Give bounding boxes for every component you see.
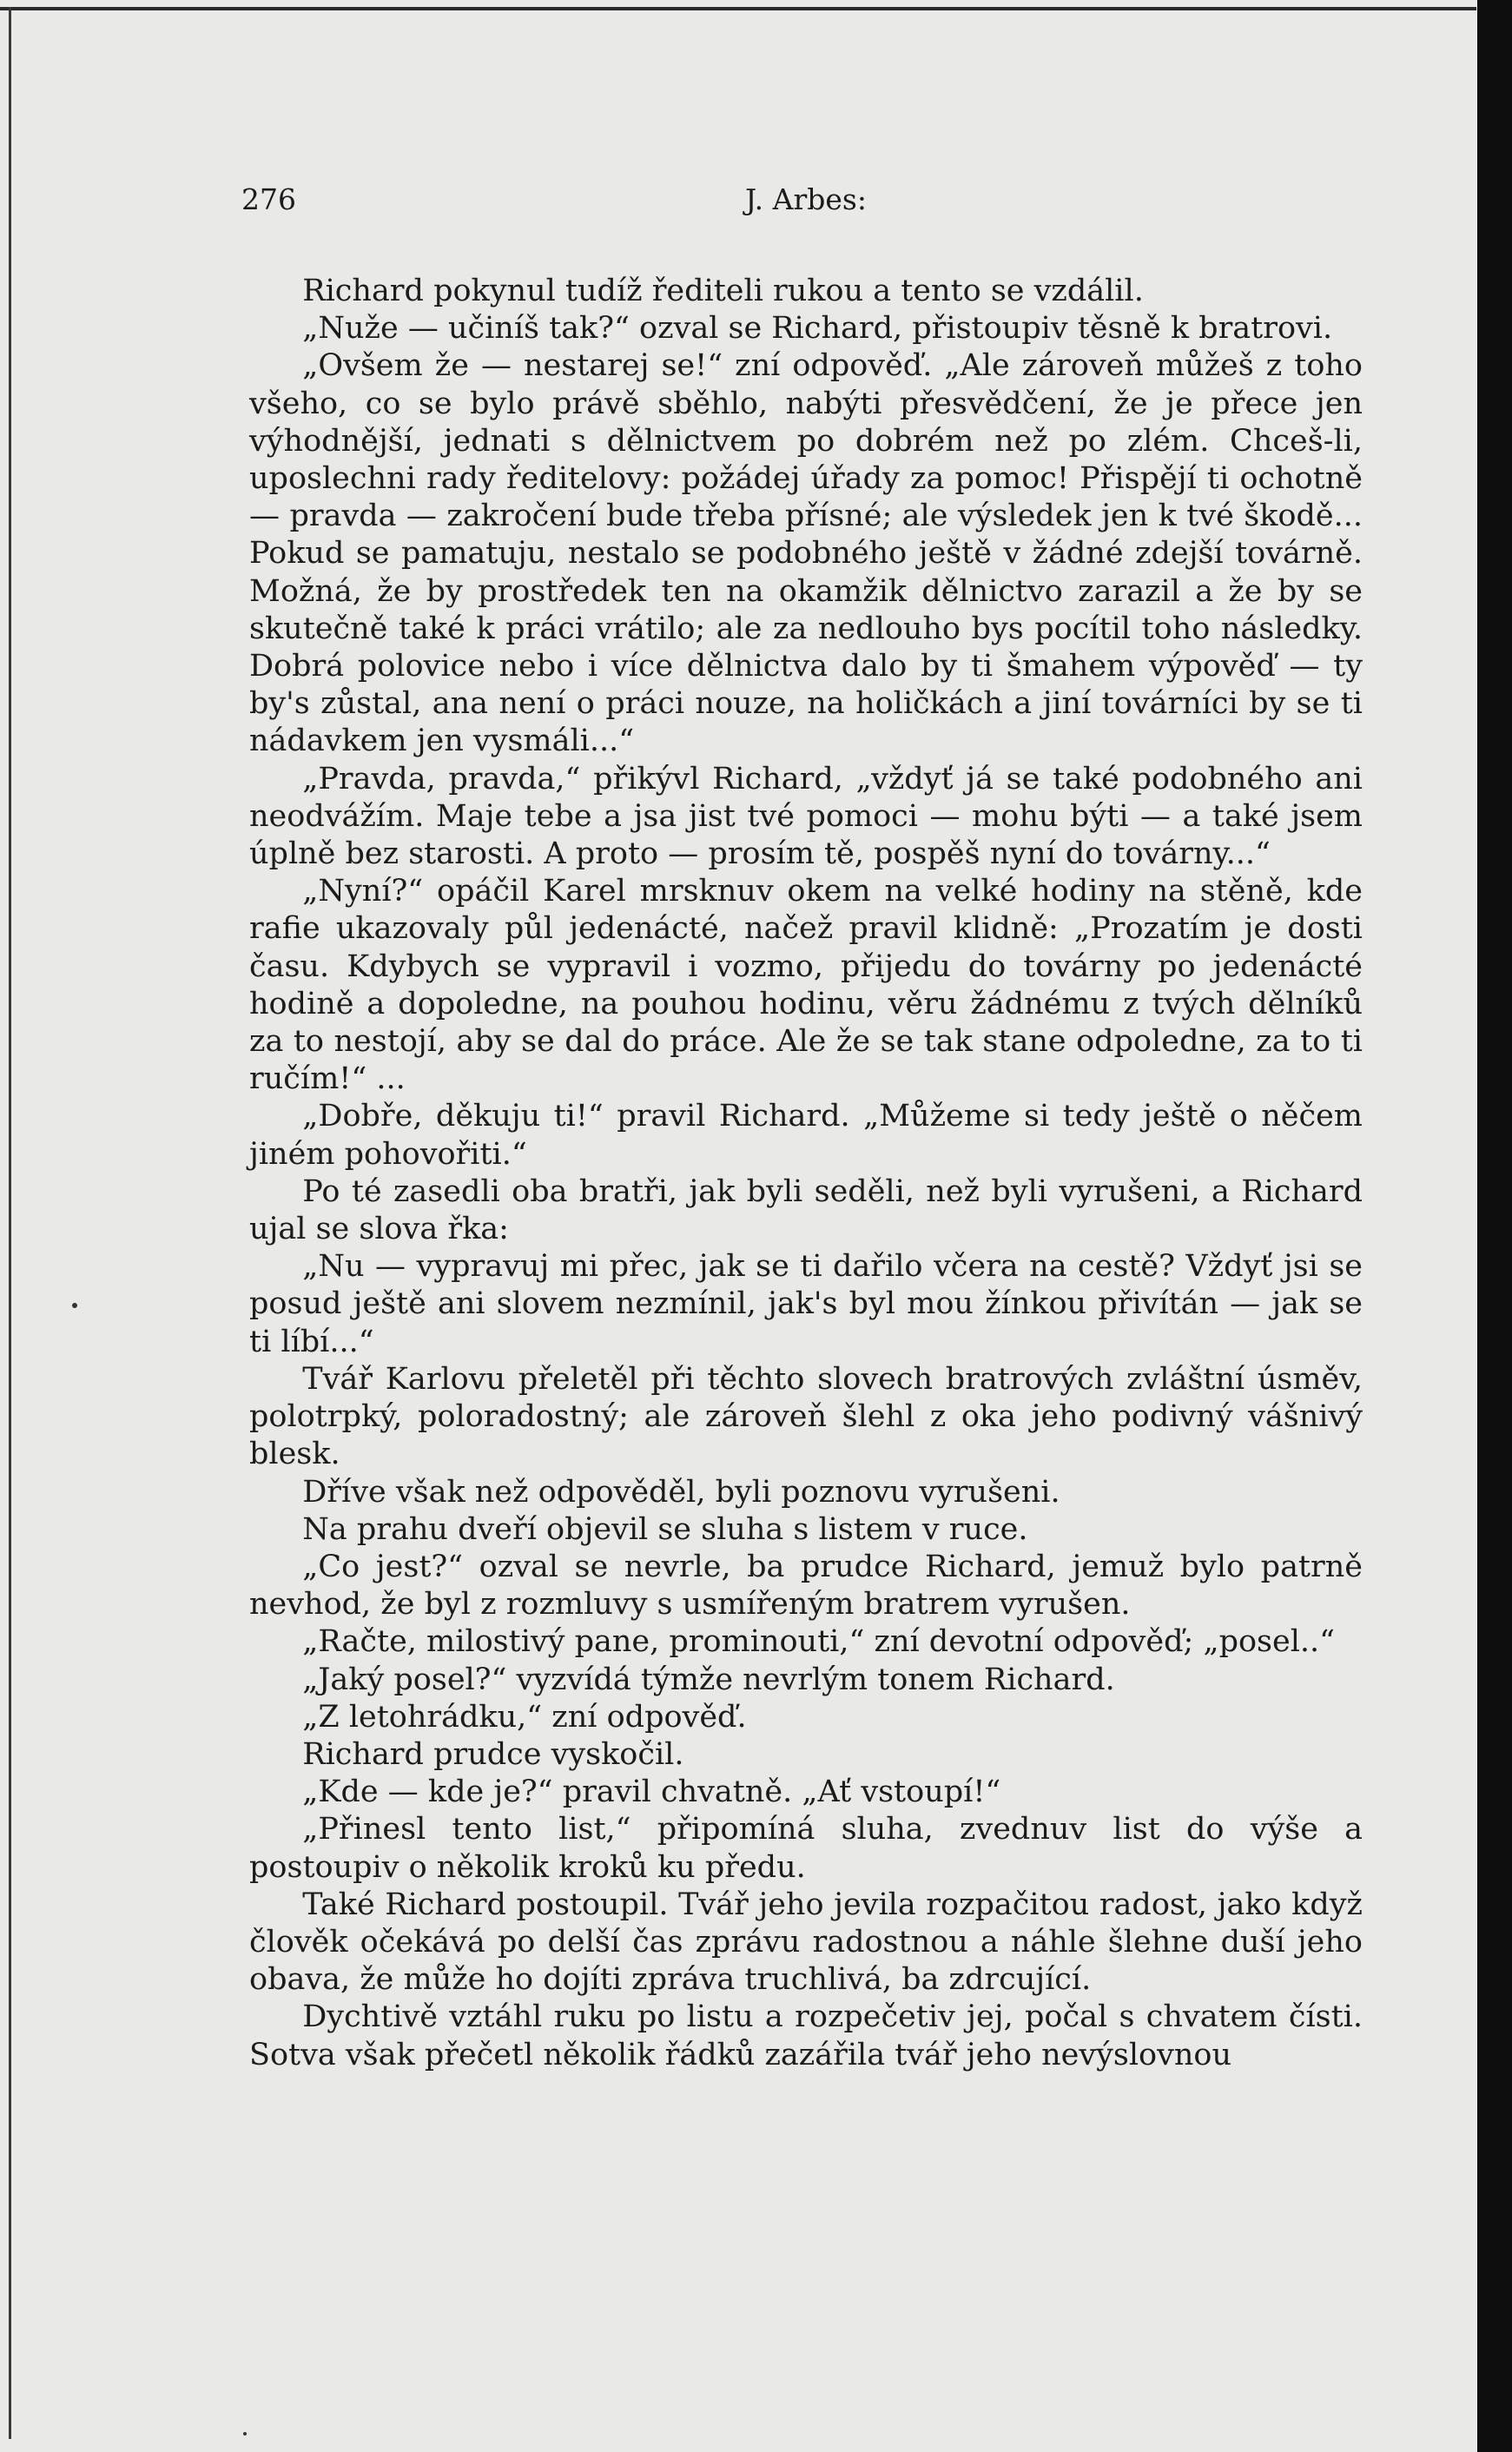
paragraph: „Z letohrádku,“ zní odpověď. [302, 1699, 747, 1735]
running-head: J. Arbes: [745, 182, 867, 216]
scan-speck [243, 2432, 247, 2435]
paragraph: Tvář Karlovu přeletěl při těchto slovech bratrových zvláštní úsměv, polotrpký, poloradostný; ale zároveň šlehl z oka jeho podivný vášnivý blesk. [249, 1361, 1363, 1472]
scan-border-left [9, 7, 11, 2439]
paragraph: Dříve však než odpověděl, byli poznovu vyrušeni. [302, 1474, 1060, 1510]
page-number: 276 [241, 182, 296, 216]
paragraph: Dychtivě vztáhl ruku po listu a rozpečetiv jej, počal s chvatem čísti. Sotva však přečetl několik řádků zazářila tvář jeho nevýslovnou [249, 1999, 1363, 2072]
paragraph: „Kde — kde je?“ pravil chvatně. „Ať vstoupí!“ [302, 1775, 1001, 1810]
scan-speck [72, 1303, 77, 1308]
paragraph: „Co jest?“ ozval se nevrle, ba prudce Richard, jemuž bylo patrně nevhod, že byl z rozmluvy s usmířeným bratrem vyrušen. [249, 1549, 1363, 1623]
paragraph: Po té zasedli oba bratři, jak byli seděli, než byli vyrušeni, a Richard ujal se slova řka: [249, 1173, 1363, 1247]
paragraph: „Nyní?“ opáčil Karel mrsknuv okem na velké hodiny na stěně, kde rafie ukazovaly půl jedenácté, načež pravil klidně: „Prozatím je dosti času. Kdybych se vypravil i vozmo, přijedu do továrny po jedenácté hodině a dopoledne, na pouhou hodinu, věru žádnému z tvých dělníků za to nestojí, aby se dal do práce. Ale že se tak stane odpoledne, za to ti ručím!“ ... [249, 874, 1363, 1097]
body-text [249, 273, 1363, 2074]
paragraph: Na prahu dveří objevil se sluha s listem v ruce. [302, 1511, 1028, 1547]
paragraph: „Nuže — učiníš tak?“ ozval se Richard, přistoupiv těsně k bratrovi. [302, 311, 1333, 347]
paragraph: „Nu — vypravuj mi přec, jak se ti dařilo včera na cestě? Vždyť jsi se posud ještě ani slovem nezmínil, jak's byl mou žínkou přivítán — jak se ti líbí...“ [249, 1249, 1363, 1359]
paragraph: Také Richard postoupil. Tvář jeho jevila rozpačitou radost, jako když člověk očekává po delší čas zprávu radostnou a náhle šlehne duší jeho obava, že může ho dojíti zpráva truchlivá, ba zdrcující. [249, 1887, 1363, 1998]
paragraph: „Dobře, děkuju ti!“ pravil Richard. „Můžeme si tedy ještě o něčem jiném pohovořiti.“ [249, 1099, 1363, 1172]
scan-border-right [1477, 0, 1512, 2452]
paragraph: Richard prudce vyskočil. [302, 1736, 684, 1772]
paragraph: Richard pokynul tudíž řediteli rukou a tento se vzdálil. [302, 274, 1144, 308]
paragraph: „Račte, milostivý pane, prominouti,“ zní devotní odpověď; „posel..“ [302, 1624, 1336, 1660]
paragraph: „Jaký posel?“ vyzvídá týmže nevrlým tonem Richard. [302, 1662, 1115, 1697]
paragraph: „Přinesl tento list,“ připomíná sluha, zvednuv list do výše a postoupiv o několik kroků ku předu. [249, 1812, 1363, 1885]
paragraph: „Ovšem že — nestarej se!“ zní odpověď. „Ale zároveň můžeš z toho všeho, co se bylo právě sběhlo, nabýti přesvědčení, že je přece jen výhodnější, jednati s dělnictvem po dobrém než po zlém. Chceš-li, uposlechni rady ředitelovy: požádej úřady za pomoc! Přispějí ti ochotně — pravda — zakročení bude třeba přísné; ale výsledek jen k tvé škodě... Pokud se pamatuju, nestalo se podobného ještě v žádné zdejší továrně. Možná, že by prostředek ten na okamžik dělnictvo zarazil a že by se skutečně také k práci vrátilo; ale za nedlouho bys pocítil toho následky. Dobrá polovice nebo i více dělnictva dalo by ti šmahem výpověď — ty by's zůstal, ana není o práci nouze, na holičkách a jiní továrníci by se ti nádavkem jen vysmáli...“ [249, 348, 1363, 759]
paragraph: „Pravda, pravda,“ přikývl Richard, „vždyť já se také podobného ani neodvážím. Maje tebe a jsa jist tvé pomoci — mohu býti — a také jsem úplně bez starosti. A proto — prosím tě, pospěš nyní do továrny...“ [249, 761, 1363, 872]
page-header [241, 182, 1362, 235]
scan-border-top [0, 7, 1476, 10]
